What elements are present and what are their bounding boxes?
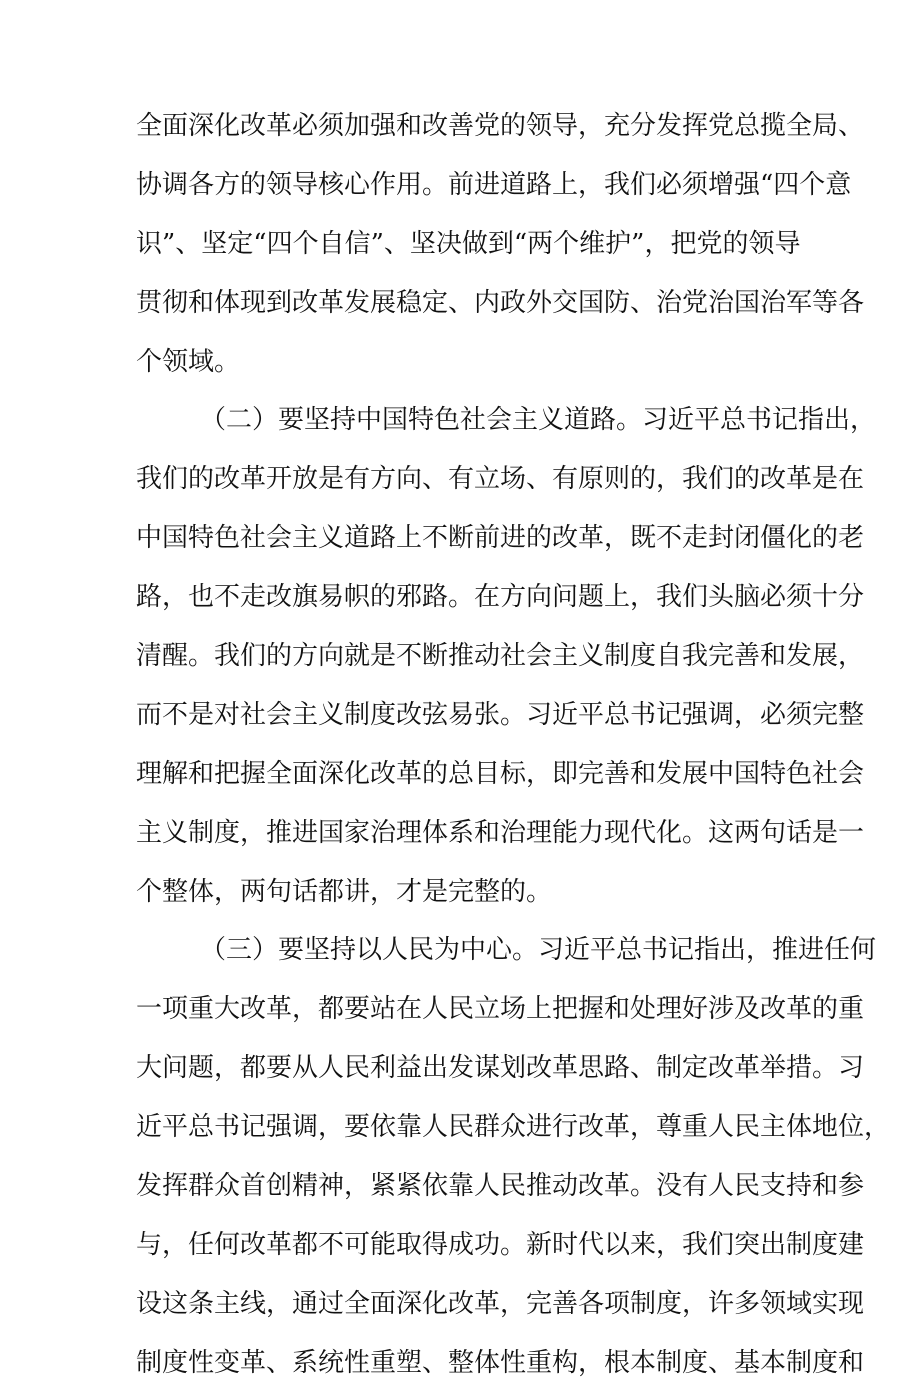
text-line: 清醒。我们的方向就是不断推动社会主义制度自我完善和发展， bbox=[136, 641, 865, 672]
text-line: 与，任何改革都不可能取得成功。新时代以来，我们突出制度建 bbox=[136, 1229, 865, 1260]
text-line: 理解和把握全面深化改革的总目标，即完善和发展中国特色社会 bbox=[136, 758, 865, 789]
text-line: 制度性变革、系统性重塑、整体性重构，根本制度、基本制度和 bbox=[136, 1347, 865, 1378]
text-line: 大问题，都要从人民利益出发谋划改革思路、制定改革举措。习 bbox=[136, 1053, 865, 1084]
text-line: 中国特色社会主义道路上不断前进的改革，既不走封闭僵化的老 bbox=[136, 523, 865, 554]
paragraph-heading-line: （二）要坚持中国特色社会主义道路。习近平总书记指出， bbox=[200, 405, 877, 436]
text-line: 识”、坚定“四个自信”、坚决做到“两个维护”，把党的领导 bbox=[136, 228, 801, 259]
text-line: 个领域。 bbox=[136, 346, 241, 377]
paragraph-heading-line: （三）要坚持以人民为中心。习近平总书记指出，推进任何 bbox=[200, 935, 877, 966]
body-text bbox=[136, 104, 891, 1400]
text-line: 发挥群众首创精神，紧紧依靠人民推动改革。没有人民支持和参 bbox=[136, 1171, 865, 1202]
text-line: 一项重大改革，都要站在人民立场上把握和处理好涉及改革的重 bbox=[136, 994, 865, 1025]
text-line: 贯彻和体现到改革发展稳定、内政外交国防、治党治国治军等各 bbox=[136, 287, 865, 318]
text-line: 我们的改革开放是有方向、有立场、有原则的，我们的改革是在 bbox=[136, 464, 865, 495]
text-line: 协调各方的领导核心作用。前进道路上，我们必须增强“四个意 bbox=[136, 169, 852, 200]
text-line: 主义制度，推进国家治理体系和治理能力现代化。这两句话是一 bbox=[136, 817, 865, 848]
text-line: 个整体，两句话都讲，才是完整的。 bbox=[136, 876, 553, 907]
text-line: 全面深化改革必须加强和改善党的领导，充分发挥党总揽全局、 bbox=[136, 111, 865, 141]
text-line: 而不是对社会主义制度改弦易张。习近平总书记强调，必须完整 bbox=[136, 699, 865, 730]
text-line: 近平总书记强调，要依靠人民群众进行改革，尊重人民主体地位， bbox=[136, 1112, 891, 1143]
text-line: 设这条主线，通过全面深化改革，完善各项制度，许多领域实现 bbox=[136, 1288, 865, 1319]
text-line: 路，也不走改旗易帜的邪路。在方向问题上，我们头脑必须十分 bbox=[136, 582, 865, 613]
